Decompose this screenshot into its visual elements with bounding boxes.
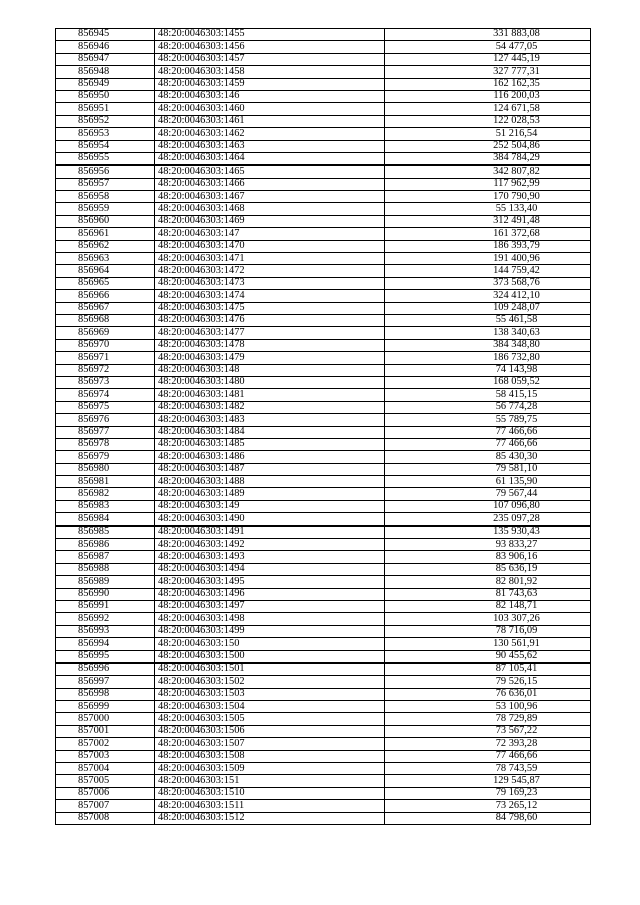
cadastral-value-cell: 129 545,87	[385, 775, 591, 787]
table-row	[56, 66, 591, 78]
cadastral-number-cell: 48:20:0046303:1484	[155, 426, 385, 438]
row-number-cell: 856988	[56, 563, 155, 575]
table-row	[56, 290, 591, 302]
cadastral-value-cell: 73 265,12	[385, 800, 591, 812]
cadastral-value-cell: 138 340,63	[385, 327, 591, 339]
cadastral-number-cell: 48:20:0046303:146	[155, 90, 385, 102]
row-number-cell: 856971	[56, 352, 155, 364]
cadastral-value-cell: 58 415,15	[385, 389, 591, 401]
row-number-cell: 856991	[56, 600, 155, 612]
cadastral-number-cell: 48:20:0046303:1507	[155, 738, 385, 750]
row-number-cell: 857005	[56, 775, 155, 787]
table-row	[56, 203, 591, 215]
table-row	[56, 800, 591, 812]
cadastral-value-cell: 53 100,96	[385, 701, 591, 713]
table-row	[56, 676, 591, 688]
row-number-cell: 856980	[56, 463, 155, 475]
cadastral-value-cell: 87 105,41	[385, 663, 591, 676]
cadastral-value-cell: 61 135,90	[385, 476, 591, 488]
cadastral-number-cell: 48:20:0046303:1503	[155, 688, 385, 700]
table-row	[56, 551, 591, 563]
row-number-cell: 856972	[56, 364, 155, 376]
cadastral-number-cell: 48:20:0046303:1472	[155, 265, 385, 277]
cadastral-value-cell: 56 774,28	[385, 401, 591, 413]
row-number-cell: 857008	[56, 812, 155, 824]
row-number-cell: 856998	[56, 688, 155, 700]
cadastral-number-cell: 48:20:0046303:1481	[155, 389, 385, 401]
cadastral-value-cell: 79 567,44	[385, 488, 591, 500]
row-number-cell: 856992	[56, 613, 155, 625]
table-row	[56, 638, 591, 650]
cadastral-value-cell: 55 133,40	[385, 203, 591, 215]
cadastral-number-cell: 48:20:0046303:1506	[155, 725, 385, 737]
cadastral-number-cell: 48:20:0046303:1482	[155, 401, 385, 413]
row-number-cell: 856989	[56, 576, 155, 588]
row-number-cell: 856979	[56, 451, 155, 463]
cadastral-number-cell: 48:20:0046303:1497	[155, 600, 385, 612]
row-number-cell: 856997	[56, 676, 155, 688]
row-number-cell: 856954	[56, 140, 155, 152]
cadastral-number-cell: 48:20:0046303:1501	[155, 663, 385, 676]
cadastral-number-cell: 48:20:0046303:1495	[155, 576, 385, 588]
cadastral-number-cell: 48:20:0046303:1477	[155, 327, 385, 339]
cadastral-number-cell: 48:20:0046303:1498	[155, 613, 385, 625]
cadastral-number-cell: 48:20:0046303:1508	[155, 750, 385, 762]
cadastral-value-cell: 107 096,80	[385, 500, 591, 512]
cadastral-number-cell: 48:20:0046303:1462	[155, 128, 385, 140]
cadastral-value-cell: 327 777,31	[385, 66, 591, 78]
table-row	[56, 253, 591, 265]
cadastral-value-cell: 74 143,98	[385, 364, 591, 376]
row-number-cell: 856957	[56, 178, 155, 190]
cadastral-number-cell: 48:20:0046303:1511	[155, 800, 385, 812]
cadastral-number-cell: 48:20:0046303:1468	[155, 203, 385, 215]
table-row	[56, 663, 591, 676]
cadastral-value-cell: 72 393,28	[385, 738, 591, 750]
cadastral-number-cell: 48:20:0046303:1460	[155, 103, 385, 115]
cadastral-value-cell: 55 789,75	[385, 414, 591, 426]
cadastral-value-cell: 77 466,66	[385, 426, 591, 438]
row-number-cell: 856962	[56, 240, 155, 252]
cadastral-value-cell: 54 477,05	[385, 41, 591, 53]
row-number-cell: 856999	[56, 701, 155, 713]
row-number-cell: 856967	[56, 302, 155, 314]
row-number-cell: 857002	[56, 738, 155, 750]
cadastral-number-cell: 48:20:0046303:1480	[155, 376, 385, 388]
cadastral-number-cell: 48:20:0046303:1465	[155, 165, 385, 178]
cadastral-number-cell: 48:20:0046303:1487	[155, 463, 385, 475]
row-number-cell: 856987	[56, 551, 155, 563]
row-number-cell: 856951	[56, 103, 155, 115]
row-number-cell: 856983	[56, 500, 155, 512]
cadastral-value-cell: 122 028,53	[385, 115, 591, 127]
cadastral-number-cell: 48:20:0046303:1476	[155, 314, 385, 326]
row-number-cell: 857004	[56, 763, 155, 775]
row-number-cell: 856986	[56, 539, 155, 551]
table-row	[56, 165, 591, 178]
cadastral-value-cell: 73 567,22	[385, 725, 591, 737]
table-row	[56, 625, 591, 637]
row-number-cell: 856950	[56, 90, 155, 102]
row-number-cell: 856993	[56, 625, 155, 637]
cadastral-value-cell: 85 430,30	[385, 451, 591, 463]
row-number-cell: 856970	[56, 339, 155, 351]
table-row	[56, 327, 591, 339]
cadastral-number-cell: 48:20:0046303:1473	[155, 277, 385, 289]
cadastral-number-cell: 48:20:0046303:1489	[155, 488, 385, 500]
cadastral-number-cell: 48:20:0046303:1461	[155, 115, 385, 127]
table-row	[56, 29, 591, 41]
cadastral-number-cell: 48:20:0046303:1485	[155, 438, 385, 450]
row-number-cell: 857000	[56, 713, 155, 725]
table-row	[56, 364, 591, 376]
row-number-cell: 856947	[56, 53, 155, 65]
row-number-cell: 856974	[56, 389, 155, 401]
table-row	[56, 302, 591, 314]
cadastral-number-cell: 48:20:0046303:1483	[155, 414, 385, 426]
row-number-cell: 856978	[56, 438, 155, 450]
cadastral-number-cell: 48:20:0046303:1493	[155, 551, 385, 563]
cadastral-number-cell: 48:20:0046303:1469	[155, 215, 385, 227]
table-row	[56, 90, 591, 102]
cadastral-number-cell: 48:20:0046303:1486	[155, 451, 385, 463]
row-number-cell: 856946	[56, 41, 155, 53]
cadastral-value-cell: 324 412,10	[385, 290, 591, 302]
cadastral-number-cell: 48:20:0046303:1467	[155, 191, 385, 203]
cadastral-value-cell: 373 568,76	[385, 277, 591, 289]
table-row	[56, 240, 591, 252]
row-number-cell: 856960	[56, 215, 155, 227]
table-row	[56, 265, 591, 277]
row-number-cell: 856958	[56, 191, 155, 203]
cadastral-value-cell: 170 790,90	[385, 191, 591, 203]
cadastral-value-cell: 384 348,80	[385, 339, 591, 351]
cadastral-value-cell: 186 732,80	[385, 352, 591, 364]
row-number-cell: 856985	[56, 526, 155, 539]
row-number-cell: 856959	[56, 203, 155, 215]
cadastral-value-cell: 82 801,92	[385, 576, 591, 588]
cadastral-value-cell: 77 466,66	[385, 438, 591, 450]
row-number-cell: 856964	[56, 265, 155, 277]
row-number-cell: 856984	[56, 513, 155, 526]
cadastral-number-cell: 48:20:0046303:150	[155, 638, 385, 650]
cadastral-number-cell: 48:20:0046303:1492	[155, 539, 385, 551]
row-number-cell: 856977	[56, 426, 155, 438]
cadastral-number-cell: 48:20:0046303:1478	[155, 339, 385, 351]
cadastral-value-cell: 103 307,26	[385, 613, 591, 625]
row-number-cell: 856956	[56, 165, 155, 178]
table-row	[56, 787, 591, 799]
cadastral-number-cell: 48:20:0046303:1456	[155, 41, 385, 53]
cadastral-value-cell: 81 743,63	[385, 588, 591, 600]
cadastral-value-cell: 77 466,66	[385, 750, 591, 762]
row-number-cell: 857007	[56, 800, 155, 812]
cadastral-number-cell: 48:20:0046303:1491	[155, 526, 385, 539]
cadastral-value-cell: 51 216,54	[385, 128, 591, 140]
table-row	[56, 775, 591, 787]
table-row	[56, 701, 591, 713]
table-row	[56, 426, 591, 438]
cadastral-number-cell: 48:20:0046303:1459	[155, 78, 385, 90]
table-row	[56, 414, 591, 426]
table-row	[56, 228, 591, 240]
cadastral-number-cell: 48:20:0046303:1470	[155, 240, 385, 252]
cadastral-value-cell: 78 743,59	[385, 763, 591, 775]
table-row	[56, 725, 591, 737]
row-number-cell: 856963	[56, 253, 155, 265]
table-row	[56, 140, 591, 152]
row-number-cell: 856949	[56, 78, 155, 90]
row-number-cell: 856981	[56, 476, 155, 488]
cadastral-number-cell: 48:20:0046303:1494	[155, 563, 385, 575]
row-number-cell: 856966	[56, 290, 155, 302]
table-row	[56, 103, 591, 115]
table-row	[56, 526, 591, 539]
cadastral-number-cell: 48:20:0046303:1455	[155, 29, 385, 41]
cadastral-number-cell: 48:20:0046303:1502	[155, 676, 385, 688]
cadastral-number-cell: 48:20:0046303:1466	[155, 178, 385, 190]
cadastral-number-cell: 48:20:0046303:1499	[155, 625, 385, 637]
row-number-cell: 857001	[56, 725, 155, 737]
table-row	[56, 463, 591, 475]
cadastral-number-cell: 48:20:0046303:147	[155, 228, 385, 240]
cadastral-number-cell: 48:20:0046303:1500	[155, 650, 385, 663]
table-row	[56, 438, 591, 450]
row-number-cell: 856982	[56, 488, 155, 500]
cadastral-number-cell: 48:20:0046303:149	[155, 500, 385, 512]
row-number-cell: 856945	[56, 29, 155, 41]
cadastral-number-cell: 48:20:0046303:1490	[155, 513, 385, 526]
cadastral-value-cell: 85 636,19	[385, 563, 591, 575]
cadastral-number-cell: 48:20:0046303:148	[155, 364, 385, 376]
row-number-cell: 856973	[56, 376, 155, 388]
cadastral-number-cell: 48:20:0046303:1471	[155, 253, 385, 265]
table-row	[56, 713, 591, 725]
table-row	[56, 128, 591, 140]
row-number-cell: 856953	[56, 128, 155, 140]
cadastral-value-cell: 124 671,58	[385, 103, 591, 115]
cadastral-number-cell: 48:20:0046303:1509	[155, 763, 385, 775]
table-row	[56, 314, 591, 326]
cadastral-value-cell: 312 491,48	[385, 215, 591, 227]
cadastral-number-cell: 48:20:0046303:1510	[155, 787, 385, 799]
cadastral-value-cell: 82 148,71	[385, 600, 591, 612]
cadastral-value-cell: 168 059,52	[385, 376, 591, 388]
row-number-cell: 856969	[56, 327, 155, 339]
table-row	[56, 401, 591, 413]
row-number-cell: 856996	[56, 663, 155, 676]
cadastral-value-cell: 79 169,23	[385, 787, 591, 799]
row-number-cell: 856995	[56, 650, 155, 663]
cadastral-value-cell: 331 883,08	[385, 29, 591, 41]
row-number-cell: 856952	[56, 115, 155, 127]
cadastral-value-cell: 130 561,91	[385, 638, 591, 650]
cadastral-value-cell: 135 930,43	[385, 526, 591, 539]
row-number-cell: 857006	[56, 787, 155, 799]
cadastral-value-cell: 84 798,60	[385, 812, 591, 824]
table-row	[56, 588, 591, 600]
table-row	[56, 178, 591, 190]
row-number-cell: 856990	[56, 588, 155, 600]
row-number-cell: 856994	[56, 638, 155, 650]
table-row	[56, 812, 591, 824]
cadastral-value-cell: 78 729,89	[385, 713, 591, 725]
cadastral-value-cell: 191 400,96	[385, 253, 591, 265]
table-row	[56, 376, 591, 388]
table-row	[56, 650, 591, 663]
row-number-cell: 856965	[56, 277, 155, 289]
cadastral-number-cell: 48:20:0046303:1512	[155, 812, 385, 824]
table-row	[56, 539, 591, 551]
cadastral-value-cell: 116 200,03	[385, 90, 591, 102]
table-row	[56, 613, 591, 625]
cadastral-number-cell: 48:20:0046303:1475	[155, 302, 385, 314]
table-row	[56, 451, 591, 463]
table-row	[56, 78, 591, 90]
cadastral-value-cell: 117 962,99	[385, 178, 591, 190]
table-row	[56, 41, 591, 53]
cadastral-value-cell: 83 906,16	[385, 551, 591, 563]
cadastral-value-cell: 127 445,19	[385, 53, 591, 65]
cadastral-value-cell: 186 393,79	[385, 240, 591, 252]
cadastral-value-cell: 79 581,10	[385, 463, 591, 475]
cadastral-number-cell: 48:20:0046303:1504	[155, 701, 385, 713]
table-row	[56, 750, 591, 762]
row-number-cell: 856976	[56, 414, 155, 426]
cadastral-value-cell: 55 461,58	[385, 314, 591, 326]
table-row	[56, 600, 591, 612]
cadastral-value-table	[55, 28, 591, 825]
cadastral-number-cell: 48:20:0046303:1505	[155, 713, 385, 725]
table-row	[56, 215, 591, 227]
cadastral-value-cell: 144 759,42	[385, 265, 591, 277]
table-row	[56, 763, 591, 775]
table-row	[56, 115, 591, 127]
cadastral-value-cell: 342 807,82	[385, 165, 591, 178]
cadastral-value-cell: 109 248,07	[385, 302, 591, 314]
table-row	[56, 476, 591, 488]
row-number-cell: 856955	[56, 152, 155, 165]
cadastral-value-cell: 235 097,28	[385, 513, 591, 526]
cadastral-value-cell: 162 162,35	[385, 78, 591, 90]
row-number-cell: 856948	[56, 66, 155, 78]
row-number-cell: 856968	[56, 314, 155, 326]
table-row	[56, 488, 591, 500]
cadastral-value-cell: 252 504,86	[385, 140, 591, 152]
table-row	[56, 563, 591, 575]
cadastral-value-cell: 78 716,09	[385, 625, 591, 637]
cadastral-value-cell: 76 636,01	[385, 688, 591, 700]
table-row	[56, 688, 591, 700]
cadastral-number-cell: 48:20:0046303:1457	[155, 53, 385, 65]
table-row	[56, 500, 591, 512]
table-row	[56, 277, 591, 289]
cadastral-number-cell: 48:20:0046303:1458	[155, 66, 385, 78]
table-row	[56, 352, 591, 364]
cadastral-value-cell: 93 833,27	[385, 539, 591, 551]
cadastral-number-cell: 48:20:0046303:1488	[155, 476, 385, 488]
cadastral-number-cell: 48:20:0046303:1463	[155, 140, 385, 152]
cadastral-number-cell: 48:20:0046303:1479	[155, 352, 385, 364]
row-number-cell: 856975	[56, 401, 155, 413]
cadastral-value-cell: 384 784,29	[385, 152, 591, 165]
cadastral-value-cell: 90 455,62	[385, 650, 591, 663]
row-number-cell: 856961	[56, 228, 155, 240]
table-body	[56, 29, 591, 825]
table-row	[56, 152, 591, 165]
table-row	[56, 339, 591, 351]
table-row	[56, 191, 591, 203]
cadastral-value-cell: 161 372,68	[385, 228, 591, 240]
cadastral-value-cell: 79 526,15	[385, 676, 591, 688]
table-row	[56, 576, 591, 588]
cadastral-number-cell: 48:20:0046303:1474	[155, 290, 385, 302]
table-row	[56, 513, 591, 526]
row-number-cell: 857003	[56, 750, 155, 762]
cadastral-number-cell: 48:20:0046303:1464	[155, 152, 385, 165]
table-row	[56, 389, 591, 401]
cadastral-number-cell: 48:20:0046303:151	[155, 775, 385, 787]
table-row	[56, 53, 591, 65]
cadastral-number-cell: 48:20:0046303:1496	[155, 588, 385, 600]
table-row	[56, 738, 591, 750]
